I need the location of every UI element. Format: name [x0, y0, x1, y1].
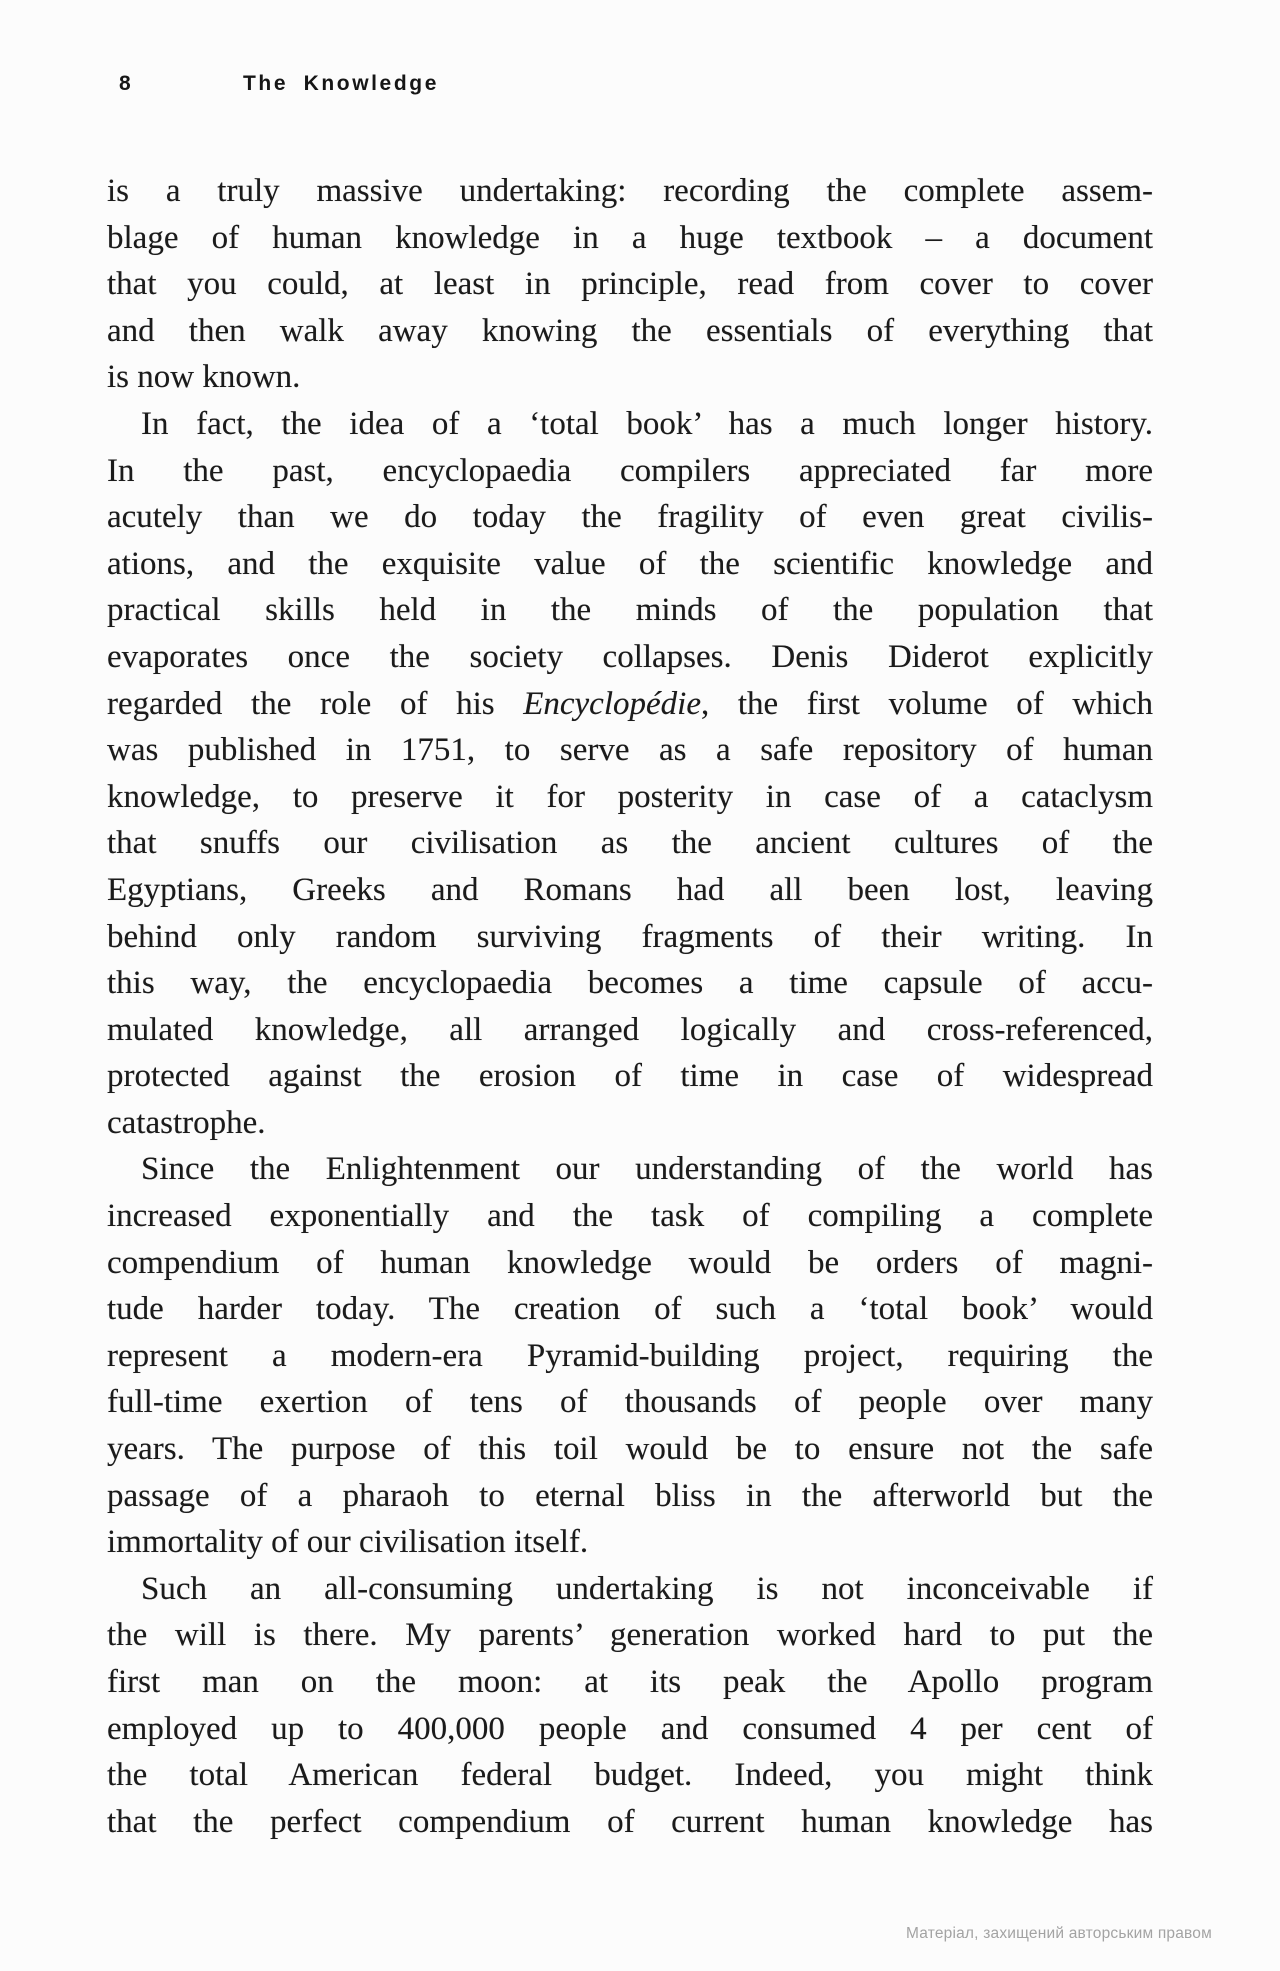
text-line: increased exponentially and the task of compiling a complete: [107, 1198, 1153, 1235]
running-title: The Knowledge: [243, 72, 439, 95]
text-line: is now known.: [107, 359, 301, 396]
text-line: Egyptians, Greeks and Romans had all been lost, leaving: [107, 871, 1153, 908]
text-line: knowledge, to preserve it for posterity in case of a cataclysm: [107, 778, 1153, 815]
text-line: tude harder today. The creation of such a ‘total book’ would: [107, 1291, 1153, 1328]
text-line: compendium of human knowledge would be orders of magni-: [107, 1244, 1153, 1281]
text-line: employed up to 400,000 people and consumed 4 per cent of: [107, 1710, 1153, 1747]
text-line: ations, and the exquisite value of the scientific knowledge and: [107, 545, 1153, 582]
text-line: mulated knowledge, all arranged logically and cross-referenced,: [107, 1011, 1153, 1048]
text-line: In fact, the idea of a ‘total book’ has a much longer history.: [141, 405, 1153, 442]
text-line: catastrophe.: [107, 1104, 266, 1141]
copyright-watermark: Матеріал, захищений авторським правом: [905, 1925, 1212, 1942]
text-line: the total American federal budget. Indeed, you might think: [107, 1757, 1153, 1794]
text-line: protected against the erosion of time in case of widespread: [107, 1058, 1153, 1095]
text-line: practical skills held in the minds of the population that: [107, 592, 1153, 629]
text-line: that you could, at least in principle, read from cover to cover: [107, 266, 1153, 303]
text-line: evaporates once the society collapses. Denis Diderot explicitly: [107, 638, 1153, 675]
text-line: blage of human knowledge in a huge textbook – a document: [107, 219, 1153, 256]
body-text: [107, 168, 1153, 1845]
text-line: years. The purpose of this toil would be to ensure not the safe: [107, 1431, 1153, 1468]
text-line: and then walk away knowing the essentials of everything that: [107, 312, 1153, 349]
text-line: that the perfect compendium of current human knowledge has: [107, 1803, 1153, 1840]
text-line: that snuffs our civilisation as the ancient cultures of the: [107, 825, 1153, 862]
text-line: acutely than we do today the fragility of even great civilis-: [107, 499, 1153, 536]
text-line: Such an all-consuming undertaking is not inconceivable if: [141, 1570, 1153, 1607]
text-line: behind only random surviving fragments of their writing. In: [107, 918, 1153, 955]
text-line: the will is there. My parents’ generation worked hard to put the: [107, 1617, 1153, 1654]
text-line: regarded the role of his Encyclopédie, the first volume of which: [107, 685, 1153, 722]
text-line: In the past, encyclopaedia compilers appreciated far more: [107, 452, 1153, 489]
text-line: first man on the moon: at its peak the Apollo program: [107, 1664, 1153, 1700]
text-line: passage of a pharaoh to eternal bliss in the afterworld but the: [107, 1477, 1153, 1514]
text-line: Since the Enlightenment our understanding of the world has: [141, 1151, 1153, 1188]
text-line: represent a modern-era Pyramid-building project, requiring the: [107, 1337, 1153, 1374]
text-line: immortality of our civilisation itself.: [107, 1524, 589, 1561]
text-line: full-time exertion of tens of thousands of people over many: [107, 1384, 1153, 1421]
text-line: this way, the encyclopaedia becomes a time capsule of accu-: [107, 965, 1153, 1002]
page-header: [0, 0, 1280, 120]
page-number: 8: [119, 72, 132, 95]
text-line: is a truly massive undertaking: recording the complete assem-: [107, 173, 1153, 209]
text-line: was published in 1751, to serve as a safe repository of human: [107, 732, 1153, 769]
